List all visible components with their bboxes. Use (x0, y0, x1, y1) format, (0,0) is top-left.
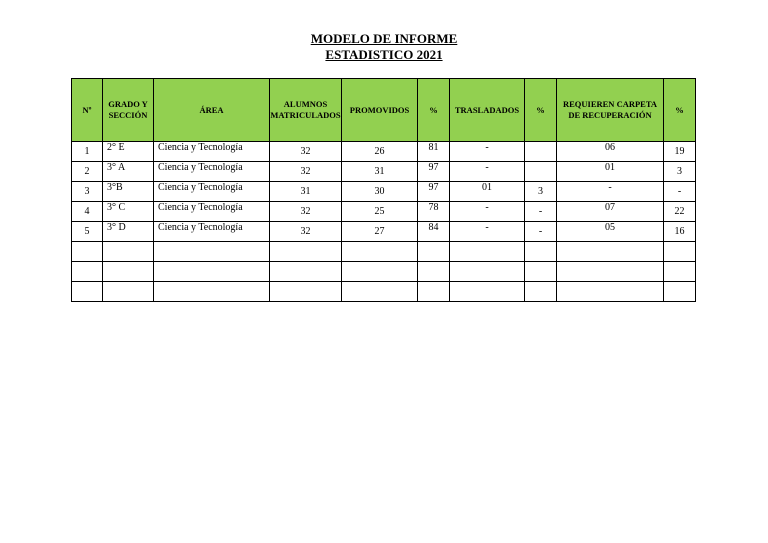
cell-grade-section: 2° E (103, 142, 154, 162)
cell-number: 1 (72, 142, 103, 162)
cell-recovery: - (557, 182, 664, 202)
cell-recovery-pct: 3 (664, 162, 696, 182)
table-row (72, 182, 696, 202)
statistics-table (71, 78, 696, 302)
cell-enrolled (270, 262, 342, 282)
cell-transferred (450, 242, 525, 262)
cell-number (72, 242, 103, 262)
header-promoted-pct: % (418, 79, 450, 142)
cell-recovery-pct: 19 (664, 142, 696, 162)
cell-transferred-pct (525, 282, 557, 302)
cell-grade-section: 3° C (103, 202, 154, 222)
cell-grade-section (103, 242, 154, 262)
cell-promoted-pct: 97 (418, 182, 450, 202)
cell-area: Ciencia y Tecnología (154, 222, 270, 242)
header-transferred: TRASLADADOS (450, 79, 525, 142)
cell-transferred: - (450, 142, 525, 162)
cell-promoted-pct: 97 (418, 162, 450, 182)
cell-enrolled: 32 (270, 162, 342, 182)
cell-area: Ciencia y Tecnología (154, 142, 270, 162)
cell-number: 2 (72, 162, 103, 182)
cell-transferred-pct (525, 142, 557, 162)
cell-recovery-pct (664, 282, 696, 302)
title-line-2: ESTADISTICO 2021 (325, 47, 443, 62)
cell-promoted (342, 262, 418, 282)
cell-transferred: - (450, 222, 525, 242)
table-row (72, 202, 696, 222)
cell-recovery (557, 242, 664, 262)
cell-area (154, 282, 270, 302)
cell-enrolled (270, 242, 342, 262)
cell-grade-section (103, 282, 154, 302)
cell-recovery-pct (664, 242, 696, 262)
cell-recovery: 06 (557, 142, 664, 162)
document-title (0, 31, 768, 63)
table-row (72, 162, 696, 182)
cell-enrolled: 32 (270, 142, 342, 162)
table-row (72, 222, 696, 242)
cell-recovery-pct: 22 (664, 202, 696, 222)
header-grade-section: GRADO Y SECCIÓN (103, 79, 154, 142)
header-transferred-pct: % (525, 79, 557, 142)
cell-transferred-pct: 3 (525, 182, 557, 202)
table-row (72, 262, 696, 282)
cell-promoted-pct (418, 242, 450, 262)
header-recovery-pct: % (664, 79, 696, 142)
cell-transferred-pct: - (525, 202, 557, 222)
cell-area: Ciencia y Tecnología (154, 162, 270, 182)
cell-recovery: 01 (557, 162, 664, 182)
cell-recovery-pct: 16 (664, 222, 696, 242)
cell-number: 3 (72, 182, 103, 202)
header-number: Nº (72, 79, 103, 142)
cell-enrolled (270, 282, 342, 302)
header-area: ÁREA (154, 79, 270, 142)
header-promoted: PROMOVIDOS (342, 79, 418, 142)
cell-promoted-pct: 84 (418, 222, 450, 242)
cell-transferred-pct (525, 262, 557, 282)
cell-number: 5 (72, 222, 103, 242)
cell-promoted-pct: 81 (418, 142, 450, 162)
cell-promoted: 31 (342, 162, 418, 182)
cell-transferred-pct (525, 242, 557, 262)
header-recovery: REQUIEREN CARPETA DE RECUPERACIÓN (557, 79, 664, 142)
cell-enrolled: 32 (270, 222, 342, 242)
cell-transferred-pct (525, 162, 557, 182)
header-row (72, 79, 696, 142)
cell-recovery (557, 282, 664, 302)
cell-recovery: 05 (557, 222, 664, 242)
cell-grade-section: 3° A (103, 162, 154, 182)
cell-enrolled: 31 (270, 182, 342, 202)
cell-number (72, 282, 103, 302)
cell-number: 4 (72, 202, 103, 222)
cell-promoted-pct (418, 262, 450, 282)
cell-recovery-pct: - (664, 182, 696, 202)
cell-transferred: 01 (450, 182, 525, 202)
cell-promoted-pct: 78 (418, 202, 450, 222)
header-enrolled: ALUMNOS MATRICULADOS (270, 79, 342, 142)
cell-transferred: - (450, 162, 525, 182)
table-row (72, 142, 696, 162)
cell-transferred-pct: - (525, 222, 557, 242)
cell-recovery-pct (664, 262, 696, 282)
table-body (72, 142, 696, 302)
cell-transferred (450, 262, 525, 282)
cell-area: Ciencia y Tecnología (154, 202, 270, 222)
cell-recovery (557, 262, 664, 282)
cell-grade-section (103, 262, 154, 282)
cell-grade-section: 3°B (103, 182, 154, 202)
cell-recovery: 07 (557, 202, 664, 222)
cell-promoted (342, 242, 418, 262)
title-line-1: MODELO DE INFORME (310, 31, 458, 46)
cell-transferred: - (450, 202, 525, 222)
cell-promoted: 27 (342, 222, 418, 242)
cell-enrolled: 32 (270, 202, 342, 222)
cell-transferred (450, 282, 525, 302)
cell-grade-section: 3° D (103, 222, 154, 242)
cell-number (72, 262, 103, 282)
cell-promoted: 26 (342, 142, 418, 162)
cell-promoted-pct (418, 282, 450, 302)
cell-area: Ciencia y Tecnología (154, 182, 270, 202)
cell-promoted: 30 (342, 182, 418, 202)
cell-promoted (342, 282, 418, 302)
cell-area (154, 262, 270, 282)
cell-promoted: 25 (342, 202, 418, 222)
table-row (72, 242, 696, 262)
table-row (72, 282, 696, 302)
cell-area (154, 242, 270, 262)
